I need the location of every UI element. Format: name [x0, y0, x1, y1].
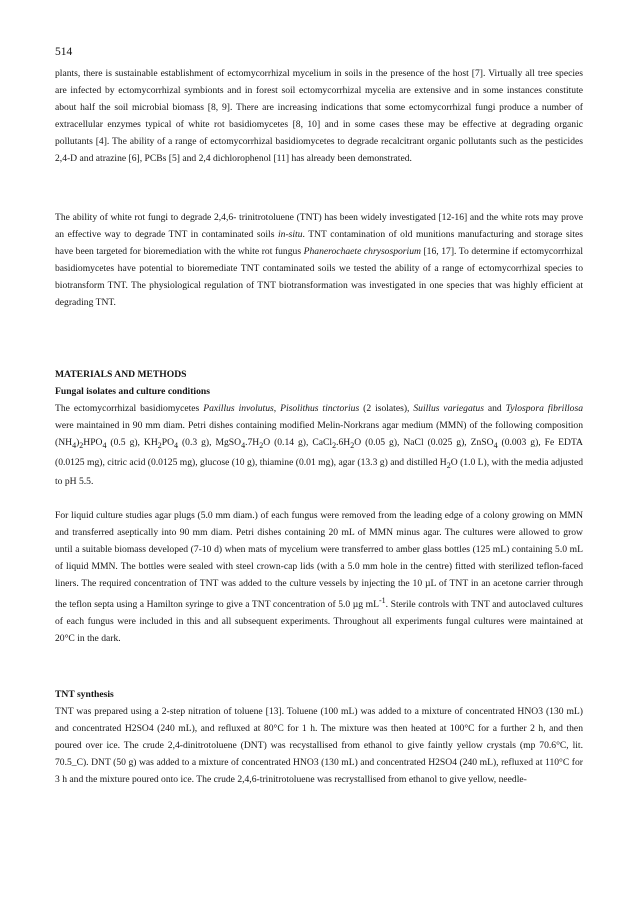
subscript: 2 — [157, 440, 162, 450]
italic-run: Suillus variegatus — [413, 403, 484, 414]
italic-run: Tylospora fibrillosa — [505, 403, 583, 414]
subscript: 4 — [241, 440, 246, 450]
text-run: O (0.14 g), CaCl — [263, 436, 333, 448]
page-number: 514 — [55, 46, 73, 58]
italic-run: Paxillus involutus — [203, 403, 274, 414]
text-run: [16, 17]. To determine if ectomycorrhizal basidiomycetes have potential to bioremediate TNT contaminated soils we tested the ability of a range of ectomycorrhizal species to biotransform TNT. The physiological regulation of TNT biotransformation was investigated in one species that was highly efficient at degrading TNT. — [55, 245, 583, 308]
text-run: and — [483, 403, 506, 414]
superscript: -1 — [378, 595, 386, 605]
subscript: 2 — [332, 440, 337, 450]
text-run: HPO — [83, 436, 103, 448]
methods-paragraph-1 — [55, 401, 583, 491]
text-run: O (1.0 L), with the media adjusted to pH 5.5. — [55, 456, 584, 488]
subscript: 4 — [102, 440, 107, 450]
text-run: .7H — [245, 436, 260, 448]
text-run: . TNT contamination of old munitions manufacturing and storage sites have been targeted for bioremediation with the white rot fungus — [55, 228, 583, 257]
text-run: PO — [161, 436, 175, 448]
subheading-tnt-synthesis: TNT synthesis — [55, 689, 114, 700]
text-run: (0.3 g), MgSO — [178, 436, 242, 448]
subscript: 4 — [493, 440, 498, 450]
intro-paragraph-1 — [55, 66, 583, 167]
section-heading-materials-methods: MATERIALS AND METHODS — [55, 369, 187, 380]
text-run: The ability of white rot fungi to degrade 2,4,6- trinitrotoluene (TNT) has been widely investigated [12-16] and the white rots may prove an effective way to degrade TNT in contaminated soils — [55, 212, 583, 240]
text-run: TNT was prepared using a 2-step nitration of toluene [13]. Toluene (100 mL) was added to a mixture of concentrated HNO3 (130 mL) and concentrated H2SO4 (240 mL), and refluxed at 80°C for 1 h. The mixture was then heated at 100°C for a further 2 h, and then poured over ice. The crude 2,4-dinitrotoluene (DNT) was recystallised from ethanol to give faintly yellow crystals (mp 70.6°C, lit. 70.5_C). DNT (50 g) was added to a mixture of concentrated HNO3 (130 mL) and concentrated H2SO4 (240 mL), refluxed at 110°C for 3 h and the mixture poured onto ice. The crude 2,4,6-trinitrotoluene was recrystallised from ethanol to give yellow, needle- — [55, 706, 583, 785]
subscript: 4 — [72, 440, 77, 450]
subscript: 4 — [174, 440, 179, 450]
text-run: , — [273, 403, 281, 414]
subscript: 2 — [446, 460, 451, 470]
text-run: (0.003 g), Fe EDTA (0.0125 mg), citric acid (0.0125 mg), glucose (10 g), thiamine (0.01 mg), agar (13.3 g) and distilled H — [55, 436, 583, 468]
subscript: 2 — [350, 440, 355, 450]
text-run: (2 isolates), — [359, 403, 414, 414]
subheading-fungal-isolates: Fungal isolates and culture conditions — [55, 386, 210, 397]
intro-paragraph-2 — [55, 210, 583, 311]
text-run: .6H — [336, 436, 351, 448]
text-run: ) — [76, 436, 80, 448]
synthesis-paragraph-1 — [55, 704, 583, 789]
text-run: were maintained in 90 mm diam. Petri dishes containing modified Melin-Norkrans agar medium (MMN) of the following composition (NH — [55, 419, 583, 448]
text-run: . Sterile controls with TNT and autoclaved cultures of each fungus were included in this and all subsequent experiments. Throughout all experiments fungal cultures were maintained at 20°C in the dark. — [55, 598, 583, 644]
text-run: For liquid culture studies agar plugs (5.0 mm diam.) of each fungus were removed from the leading edge of a colony growing on MMN and transferred aseptically into 90 mm diam. Petri dishes containing 20 mL of MMN minus agar. The cultures were allowed to grow until a suitable biomass developed (7-10 d) when mats of mycelium were transferred to amber glass bottles (125 mL) containing 5.0 mL of liquid MMN. The bottles were sealed with steel crown-cap lids (with a 5.0 mm hole in the centre) fitted with sterilized teflon-faced liners. The required concentration of TNT was added to the culture vessels by injecting the 10 µL of TNT in an acetone carrier through the teflon septa using a Hamilton syringe to give a TNT concentration of 5.0 µg mL — [55, 510, 583, 610]
italic-run: Phanerochaete chrysosporium — [303, 245, 421, 257]
subscript: 2 — [259, 440, 264, 450]
italic-run: in-situ — [277, 228, 303, 240]
italic-run: Pisolithus tinctorius — [280, 403, 360, 414]
text-run: O (0.05 g), NaCl (0.025 g), ZnSO — [354, 436, 494, 448]
text-run: plants, there is sustainable establishment of ectomycorrhizal mycelium in soils in the presence of the host [7]. Virtually all tree species are infected by ectomycorrhizal symbionts and in forest soil ectomycorrhizal mycelia are extensive and in some instances constitute about half the soil microbial biomass [8, 9]. There are increasing indications that some ectomycorrhizal fungi produce a number of extracellular enzymes typical of white rot basidiomycetes [8, 10] and in some cases these may be effective at degrading organic pollutants [4]. The ability of a range of ectomycorrhizal basidiomycetes to degrade recalcitrant organic pollutants such as the pesticides 2,4-D and atrazine [6], PCBs [5] and 2,4 dichlorophenol [11] has already been demonstrated. — [55, 68, 583, 164]
subscript: 2 — [79, 440, 84, 450]
text-run: The ectomycorrhizal basidiomycetes — [55, 403, 204, 414]
methods-paragraph-2 — [55, 508, 583, 647]
text-run: (0.5 g), KH — [106, 436, 158, 448]
